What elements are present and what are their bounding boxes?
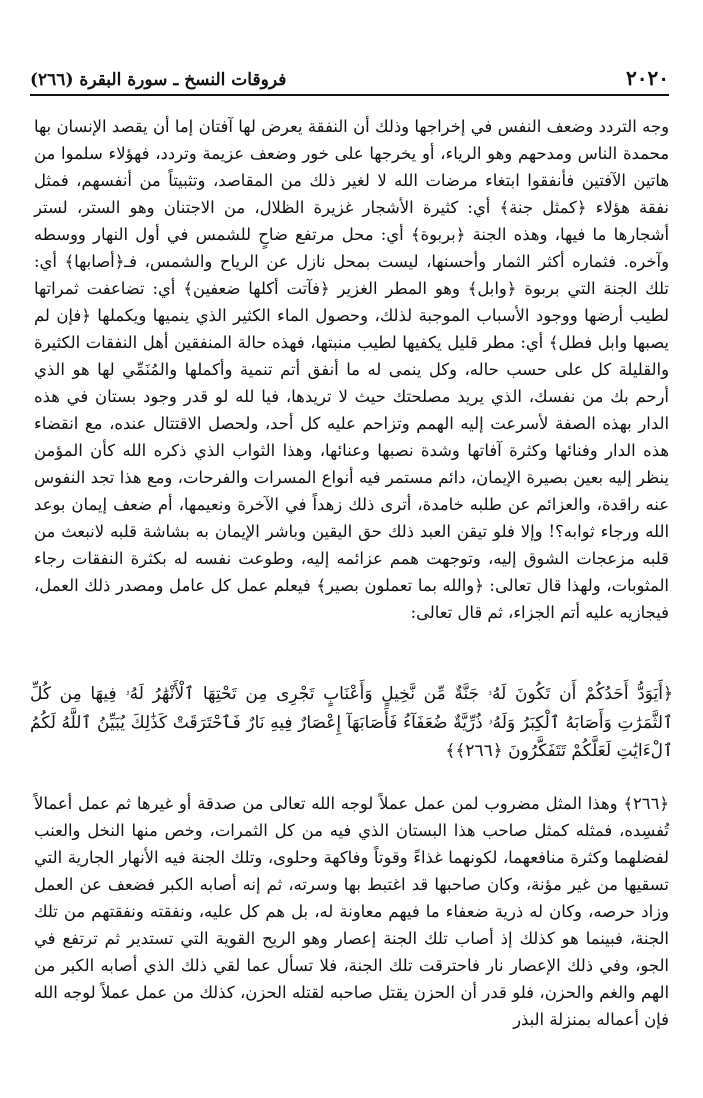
commentary-paragraph-2: ﴿٢٦٦﴾ وهذا المثل مضروب لمن عمل عملاً لوجه الله تعالى من صدقة أو غيرها ثم عمل أعمالاً تُفسِده، فمثله كمثل صاحب هذا البستان الذي فيه من كل الثمرات، وخص منها النخل والعنب لفضلهما وكثرة منافعهما، لكونهما غذاءً وقوتاً وفاكهة وحلوى، وتلك الجنة فيه الأنهار الجارية التي تسقيها من غير مؤنة، وكان صاحبها قد اغتبط بها وسرته، ثم إنه أصابه الكبر فضعف عن العمل وزاد حرصه، وكان له ذرية ضعفاء ما فيهم معاونة له، بل هم كل عليه، ونفقته ونفقتهم من تلك الجنة، فبينما هو كذلك إذ أصاب تلك الجنة إعصار وهو الريح القوية التي تستدير ثم ترتفع في الجو، وفي ذلك الإعصار نار فاحترقت تلك الجنة، فلا تسأل عما لقي ذلك الذي أصابه الكبر من الهم والغم والحزن، فلو قدر أن الحزن يقتل صاحبه لقتله الحزن، كذلك من عمل عملاً لوجه الله فإن أعماله بمنزلة البذر [34, 794, 669, 1029]
header-rule [30, 94, 669, 96]
quran-verse: ﴿أَيَوَدُّ أَحَدُكُمْ أَن تَكُونَ لَهُۥ جَنَّةٌ مِّن نَّخِيلٍ وَأَعْنَابٍ تَجْرِى مِن تَحْتِهَا ٱلْأَنْهَٰرُ لَهُۥ فِيهَا مِن كُلِّ ٱلثَّمَرَٰتِ وَأَصَابَهُ ٱلْكِبَرُ وَلَهُۥ ذُرِّيَّةٌ ضُعَفَآءُ فَأَصَابَهَآ إِعْصَارٌ فِيهِ نَارٌ فَٱحْتَرَقَتْ كَذَٰلِكَ يُبَيِّنُ ٱللَّهُ لَكُمُ ٱلْءَايَٰتِ لَعَلَّكُمْ تَتَفَكَّرُونَ ﴿٢٦٦﴾﴾ [30, 684, 673, 761]
page-number: ٢٠٢٠ [626, 66, 669, 90]
running-title: فروقات النسخ ـ سورة البقرة (٢٦٦) [30, 70, 287, 90]
page-header [30, 58, 669, 90]
commentary-paragraph-1: وجه التردد وضعف النفس في إخراجها وذلك أن النفقة يعرض لها آفتان إما أن يقصد الإنسان بها محمدة الناس ومدحهم وهو الرياء، أو يخرجها على خور وضعف عزيمة وتردد، فهؤلاء سلموا من هاتين الآفتين فأنفقوا ابتغاء مرضات الله لا لغير ذلك من المقاصد، وتثبيتاً من أنفسهم، فمثل نفقة هؤلاء ﴿كمثل جنة﴾ أي: كثيرة الأشجار غزيرة الظلال، من الاجتنان وهو الستر، لستر أشجارها ما فيها، وهذه الجنة ﴿بربوة﴾ أي: محل مرتفع ضاحٍ للشمس في أول النهار ووسطه وآخره. فثماره أكثر الثمار وأحسنها، ليست بمحل نازل عن الرياح والشمس، فـ﴿أصابها﴾ أي: تلك الجنة التي بربوة ﴿وابل﴾ وهو المطر الغزير ﴿فآتت أكلها ضعفين﴾ أي: تضاعفت ثمراتها لطيب أرضها ووجود الأسباب الموجبة لذلك، وحصول الماء الكثير الذي ينميها ويكملها ﴿فإن لم يصبها وابل فطل﴾ أي: مطر قليل يكفيها لطيب منبتها، فهذه حالة المنفقين أهل النفقات الكثيرة والقليلة كل على حسب حاله، وكل ينمى له ما أنفق أتم تنمية وأكملها والمُنَمِّي لها هو الذي أرحم بك من نفسك، الذي يريد مصلحتك حيث لا تريدها، فيا لله لو قدر وجود بستان في هذه الدار بهذه الصفة لأسرعت إليه الهمم وتزاحم عليه كل أحد، ولحصل الاقتتال عنده، مع انقضاء هذه الدار وفنائها وكثرة آفاتها وشدة نصبها وعنائها، وهذا الثواب الذي ذكره الله كأن المؤمن ينظر إليه بعين بصيرة الإيمان، دائم مستمر فيه أنواع المسرات والفرحات، ومع هذا تجد النفوس عنه راقدة، والعزائم عن طلبه خامدة، أترى ذلك زهداً في الآخرة ونعيمها، أم ضعف إيمان بوعد الله ورجاء ثوابه؟! وإلا فلو تيقن العبد ذلك حق اليقين وباشر الإيمان به بشاشة قلبه لانبعث من قلبه مزعجات الشوق إليه، وتوجهت همم عزائمه إليه، وطوعت نفسه له بكثرة النفقات رجاء المثوبات، ولهذا قال تعالى: ﴿والله بما تعملون بصير﴾ فيعلم عمل كل عامل ومصدر ذلك العمل، فيجازيه عليه أتم الجزاء، ثم قال تعالى: [34, 117, 669, 622]
